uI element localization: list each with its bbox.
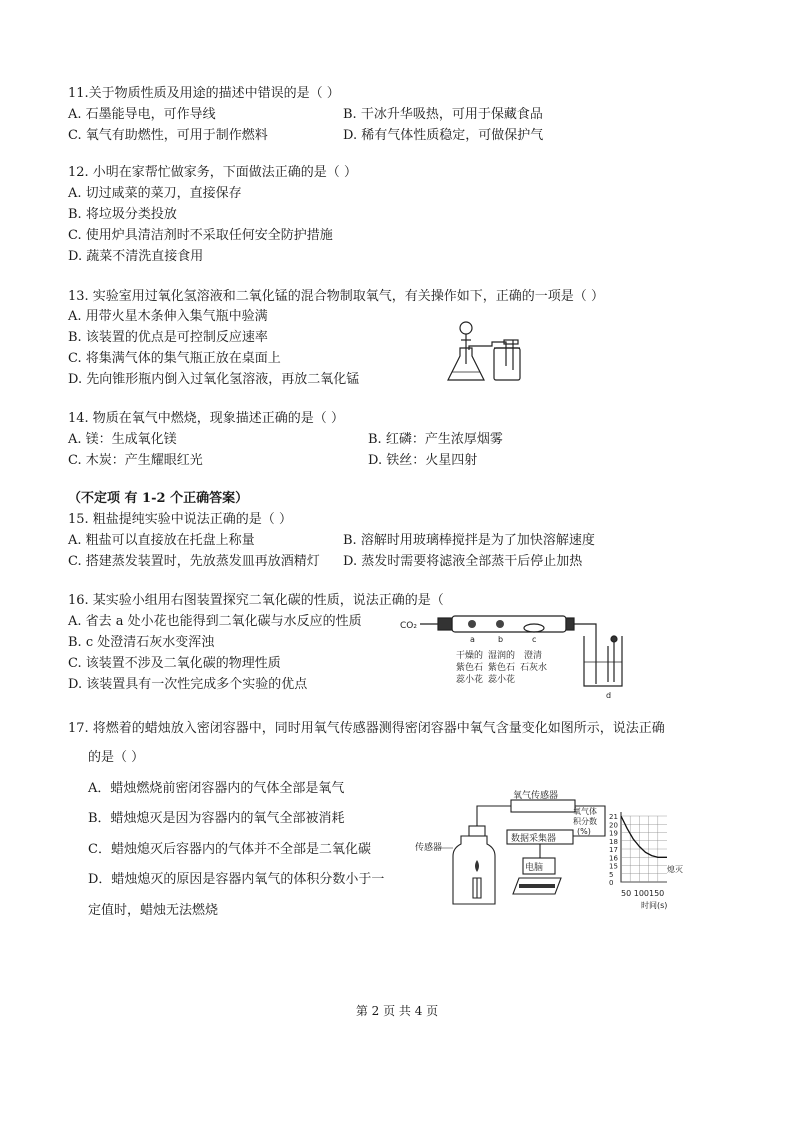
- q17-chart-ytick: 0: [609, 879, 614, 887]
- q12-option-c: C. 使用炉具清洁剂时不采取任何安全防护措施: [68, 228, 333, 243]
- q12-stem: 12. 小明在家帮忙做家务，下面做法正确的是（ ）: [68, 165, 357, 180]
- q17-option-a: A．蜡烛燃烧前密闭容器内的气体全部是氧气: [88, 781, 345, 796]
- q16-label-b: b: [498, 635, 504, 644]
- q16-cap-a3: 蕊小花: [456, 675, 484, 685]
- q13-option-d: D. 先向锥形瓶内倒入过氧化氢溶液，再放二氧化锰: [68, 372, 360, 387]
- q17-chart-oxygen-line: [621, 816, 667, 857]
- q11-option-a: A. 石墨能导电，可作导线: [68, 107, 216, 122]
- q16-cap-c2: 石灰水: [520, 663, 548, 673]
- q16-co2-label: CO₂: [400, 621, 417, 631]
- q15-option-a: A. 粗盐可以直接放在托盘上称量: [68, 533, 255, 548]
- q15-option-c: C. 搭建蒸发装置时，先放蒸发皿再放酒精灯: [68, 554, 320, 569]
- q17-chart-ytick: 5: [609, 870, 614, 879]
- q17-chart-ytick: 16: [609, 854, 618, 863]
- q17-chart-ytick: 21: [609, 813, 618, 821]
- q17-chart-axes: [621, 812, 667, 882]
- q11-stem: 11.关于物质性质及用途的描述中错误的是（ ）: [68, 86, 340, 101]
- q13-option-c: C. 将集满气体的集气瓶正放在桌面上: [68, 351, 281, 366]
- q17-option-b: B．蜡烛熄灭是因为容器内的氧气全部被消耗: [88, 811, 345, 826]
- q16-cap-b3: 蕊小花: [488, 675, 516, 685]
- q16-cap-a1: 干燥的: [456, 651, 484, 661]
- q16-apparatus-figure: [398, 606, 648, 702]
- q17-chart-ytick: 17: [609, 846, 618, 854]
- q15-option-b: B. 溶解时用玻璃棒搅拌是为了加快溶解速度: [343, 533, 595, 548]
- q15-stem: 15. 粗盐提纯实验中说法正确的是（ ）: [68, 512, 292, 527]
- q14-option-b: B. 红磷：产生浓厚烟雾: [368, 432, 503, 447]
- q15-option-d: D. 蒸发时需要将滤液全部蒸干后停止加热: [343, 554, 583, 569]
- q16-stem: 16. 某实验小组用右图装置探究二氧化碳的性质，说法正确的是（: [68, 593, 444, 608]
- q14-stem: 14. 物质在氧气中燃烧，现象描述正确的是（ ）: [68, 411, 344, 426]
- q14-option-a: A. 镁：生成氧化镁: [68, 432, 177, 447]
- q16-label-d: d: [606, 691, 612, 700]
- q12-option-d: D. 蔬菜不清洗直接食用: [68, 249, 204, 264]
- q17-stem-line2: 的是（ ）: [88, 750, 145, 765]
- q17-computer-label: 电脑: [525, 863, 544, 873]
- section-note: （不定项 有 1-2 个正确答案）: [68, 491, 249, 506]
- q11-option-c: C. 氧气有助燃性，可用于制作燃料: [68, 128, 268, 143]
- q17-option-d-line2: 定值时，蜡烛无法燃烧: [88, 903, 219, 918]
- q16-option-a: A. 省去 a 处小花也能得到二氧化碳与水反应的性质: [68, 614, 362, 629]
- q16-cap-b1: 湿润的: [488, 651, 516, 661]
- q17-sensor-top-label: 氧气传感器: [513, 791, 559, 801]
- q11-option-b: B. 干冰升华吸热，可用于保藏食品: [343, 107, 543, 122]
- q17-chart-ytick: 20: [609, 821, 618, 830]
- q13-option-b: B. 该装置的优点是可控制反应速率: [68, 330, 268, 345]
- q16-option-c: C. 该装置不涉及二氧化碳的物理性质: [68, 656, 281, 671]
- q16-label-a: a: [470, 635, 475, 644]
- q17-chart-ytick: 18: [609, 837, 618, 846]
- q17-option-c: C．蜡烛熄灭后容器内的气体并不全部是二氧化碳: [88, 842, 371, 857]
- q17-chart-ytick: 15: [609, 862, 618, 871]
- q16-cap-a2: 紫色石: [456, 663, 484, 673]
- q17-collector-label: 数据采集器: [511, 834, 557, 844]
- q11-option-d: D. 稀有气体性质稳定，可做保护气: [343, 128, 544, 143]
- q16-cap-b2: 紫色石: [488, 663, 516, 673]
- q16-label-c: c: [532, 635, 537, 644]
- q13-option-a: A. 用带火星木条伸入集气瓶中验满: [68, 309, 268, 324]
- q17-xlabel: 时间(s): [641, 901, 668, 910]
- q12-option-b: B. 将垃圾分类投放: [68, 207, 177, 222]
- q17-figure: [415, 786, 715, 912]
- q16-option-b: B. c 处澄清石灰水变浑浊: [68, 635, 215, 650]
- q17-chart-ytick: 19: [609, 829, 618, 838]
- q17-ylabel-2: 积分数: [573, 817, 597, 826]
- q17-stem-line1: 17. 将燃着的蜡烛放入密闭容器中，同时用氧气传感器测得密闭容器中氧气含量变化如图所示，说法正确: [68, 721, 665, 736]
- q14-option-c: C. 木炭：产生耀眼红光: [68, 453, 203, 468]
- q17-oxygen-chart: [609, 812, 667, 887]
- q16-option-d: D. 该装置具有一次性完成多个实验的优点: [68, 677, 308, 692]
- q17-ylabel-3: (%): [577, 827, 591, 836]
- q17-option-d-line1: D．蜡烛熄灭的原因是容器内氧气的体积分数小于一: [88, 872, 385, 887]
- q12-option-a: A. 切过咸菜的菜刀，直接保存: [68, 186, 242, 201]
- page-footer: 第 2 页 共 4 页: [355, 1004, 439, 1018]
- q13-stem: 13. 实验室用过氧化氢溶液和二氧化锰的混合物制取氧气，有关操作如下，正确的一项是（ ）: [68, 289, 604, 304]
- q13-apparatus-figure: [440, 318, 530, 386]
- q14-option-d: D. 铁丝：火星四射: [368, 453, 478, 468]
- q17-sensor-left-label: 传感器: [415, 843, 443, 853]
- q16-cap-c1: 澄清: [524, 651, 543, 661]
- q17-xticks-label: 50 100150: [621, 889, 665, 898]
- q17-extinguish-label: 熄灭: [667, 865, 683, 874]
- q17-ylabel-1: 氧气体: [573, 807, 597, 816]
